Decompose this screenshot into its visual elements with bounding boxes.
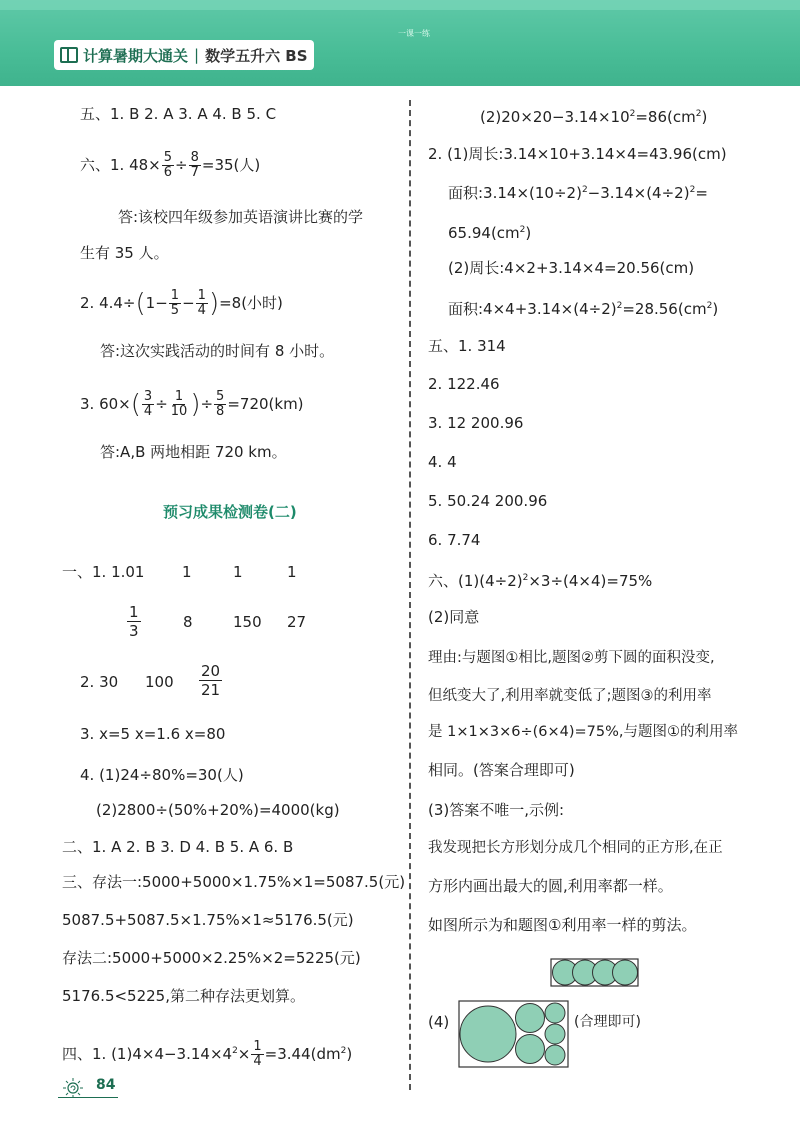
text: =35(人)	[201, 156, 261, 174]
answer-line: 相同。(答案合理即可)	[428, 761, 575, 779]
answer-line	[448, 296, 718, 319]
answer-note: (合理即可)	[574, 1014, 641, 1030]
superscript: 2	[232, 1046, 238, 1056]
answer-line: 存法二:5000+5000×2.25%×2=5225(元)	[62, 949, 361, 967]
answer-line: 三、存法一:5000+5000×1.75%×1=5087.5(元)	[62, 873, 406, 891]
text: =8(小时)	[219, 294, 283, 312]
circle-cutting-figure-large	[458, 1000, 570, 1068]
numerator: 1	[197, 288, 206, 303]
fraction	[127, 603, 141, 640]
answer-line: 生有 35 人。	[80, 244, 169, 262]
superscript: 2	[706, 301, 713, 311]
answer-value	[126, 603, 142, 640]
header-separator: |	[194, 46, 200, 64]
answer-line	[428, 568, 652, 591]
text: 六、(1)(4÷2)	[428, 572, 523, 590]
answer-line: 我发现把长方形划分成几个相同的正方形,在正	[428, 840, 723, 856]
text: ÷	[200, 395, 214, 413]
superscript: 2	[340, 1046, 347, 1056]
answer-line: 3. 12 200.96	[428, 414, 524, 432]
numerator: 1	[170, 288, 180, 303]
answer-line: 答:A,B 两地相距 720 km。	[100, 443, 287, 461]
text: 3. 60×	[80, 395, 131, 413]
page-number: 84	[96, 1077, 116, 1093]
column-divider	[409, 100, 411, 1090]
text: −	[182, 294, 195, 312]
text: )	[525, 224, 532, 242]
sun-swirl-icon	[62, 1077, 84, 1099]
answer-line: 2. 30	[80, 673, 119, 691]
text: 四、1. (1)4×4−3.14×4	[62, 1045, 233, 1063]
superscript: 2	[616, 301, 623, 311]
answer-line: 二、1. A 2. B 3. D 4. B 5. A 6. B	[62, 838, 294, 856]
header-strip	[0, 0, 800, 10]
footer-rule	[58, 1097, 118, 1098]
answer-line: 6. 7.74	[428, 531, 481, 549]
answer-value: 27	[287, 613, 307, 631]
superscript: 2	[519, 225, 526, 235]
text: −3.14×(4÷2)	[587, 184, 690, 202]
answer-line: 答:这次实践活动的时间有 8 小时。	[100, 342, 335, 360]
denominator: 4	[253, 1054, 262, 1069]
answer-line: 理由:与题图①相比,题图②剪下圆的面积没变,	[428, 650, 715, 666]
circle-shape	[545, 1024, 565, 1044]
answer-line: (3)答案不唯一,示例:	[428, 801, 565, 819]
text: ×	[237, 1045, 251, 1063]
answer-line: 5. 50.24 200.96	[428, 492, 548, 510]
superscript: 2	[695, 109, 702, 119]
fraction	[199, 662, 222, 699]
fraction	[169, 289, 181, 318]
superscript: 2	[522, 573, 529, 583]
answer-line: 如图所示为和题图①利用率一样的剪法。	[428, 916, 697, 934]
numerator: 5	[216, 389, 225, 404]
numerator: 8	[190, 150, 199, 165]
answer-line: 4. (1)24÷80%=30(人)	[80, 766, 244, 784]
book-icon	[60, 47, 78, 63]
header-title-box	[54, 40, 314, 70]
answer-line: (4)	[428, 1013, 450, 1031]
answer-value: 1	[182, 563, 192, 581]
answer-line: (2)周长:4×2+3.14×4=20.56(cm)	[448, 259, 695, 277]
text: =	[695, 184, 708, 202]
text: )	[346, 1045, 353, 1063]
text: =720(km)	[227, 395, 304, 413]
answer-value: 1	[287, 563, 297, 581]
circle-shape	[516, 1035, 545, 1064]
answer-value: 8	[183, 613, 193, 631]
text: 面积:3.14×(10÷2)	[448, 184, 582, 202]
numerator: 3	[143, 389, 153, 404]
text: (2)20×20−3.14×10	[480, 108, 630, 126]
answer-line	[62, 1040, 352, 1069]
answer-line: 2. 122.46	[428, 375, 500, 393]
answer-line: (2)2800÷(50%+20%)=4000(kg)	[96, 801, 340, 819]
numerator: 20	[201, 662, 221, 680]
denominator: 3	[129, 622, 139, 640]
answer-line: 答:该校四年级参加英语演讲比赛的学	[118, 208, 364, 226]
text: 2. 4.4÷	[80, 294, 136, 312]
answer-line: 4. 4	[428, 453, 457, 471]
header-title: 计算暑期大通关	[83, 46, 189, 65]
numerator: 5	[163, 150, 173, 165]
answer-value: 100	[145, 673, 174, 691]
answer-line	[80, 390, 304, 419]
answer-line	[448, 220, 531, 243]
superscript: 2	[629, 109, 636, 119]
answer-value: 150	[233, 613, 262, 631]
denominator: 21	[201, 681, 221, 699]
paren: )	[208, 288, 220, 319]
text: )	[701, 108, 708, 126]
denominator: 10	[170, 404, 188, 419]
denominator: 6	[163, 165, 173, 180]
fraction	[251, 1040, 263, 1069]
fraction	[162, 151, 174, 180]
answer-line: 2. (1)周长:3.14×10+3.14×4=43.96(cm)	[428, 145, 727, 163]
answer-line: 五、1. B 2. A 3. A 4. B 5. C	[80, 105, 277, 123]
circle-shape	[545, 1045, 565, 1065]
answer-line	[448, 180, 708, 203]
answer-line: (2)同意	[428, 608, 480, 626]
denominator: 8	[216, 404, 225, 419]
text: ×3÷(4×4)=75%	[528, 572, 653, 590]
fraction	[214, 390, 226, 419]
circle-shape	[545, 1003, 565, 1023]
numerator: 1	[129, 603, 139, 621]
circle-cutting-figure	[550, 958, 640, 988]
paren: (	[130, 389, 141, 420]
header-subtitle: 数学五升六 BS	[205, 46, 308, 65]
text: =28.56(cm	[622, 300, 707, 318]
circle-shape	[460, 1006, 516, 1062]
answer-value	[198, 662, 223, 699]
circle-shape	[613, 960, 638, 985]
circle-shape	[516, 1004, 545, 1033]
text: ÷	[155, 395, 168, 413]
page-header	[0, 0, 800, 86]
answer-line	[480, 104, 707, 127]
answer-line: 一、1. 1.01	[62, 563, 145, 581]
text: 1−	[145, 294, 168, 312]
answer-line: 5087.5+5087.5×1.75%×1≈5176.5(元)	[62, 911, 354, 929]
section-title: 预习成果检测卷(二)	[163, 503, 297, 521]
answer-line	[80, 289, 283, 318]
text: =86(cm	[635, 108, 696, 126]
denominator: 5	[170, 303, 180, 318]
superscript: 2	[581, 185, 588, 195]
text: )	[712, 300, 719, 318]
paren: (	[135, 288, 146, 319]
answer-line: 是 1×1×3×6÷(6×4)=75%,与题图①的利用率	[428, 724, 739, 740]
superscript: 2	[689, 185, 696, 195]
answer-line	[80, 151, 260, 180]
answer-line: 五、1. 314	[428, 337, 506, 355]
answer-line: 但纸变大了,利用率就变低了;题图③的利用率	[428, 688, 712, 704]
text: 65.94(cm	[448, 224, 520, 242]
answer-line: 5176.5<5225,第二种存法更划算。	[62, 987, 305, 1005]
text: 面积:4×4+3.14×(4÷2)	[448, 300, 617, 318]
text: ÷	[175, 156, 188, 174]
answer-value: 1	[233, 563, 243, 581]
answer-line: 3. x=5 x=1.6 x=80	[80, 725, 226, 743]
text: =3.44(dm	[264, 1045, 341, 1063]
answer-line: 方形内画出最大的圆,利用率都一样。	[428, 877, 673, 895]
fraction	[169, 390, 190, 419]
header-tiny-text: 一课一练	[398, 29, 430, 38]
fraction	[196, 289, 208, 318]
denominator: 4	[143, 404, 153, 419]
denominator: 7	[190, 165, 199, 180]
denominator: 4	[197, 303, 206, 318]
fraction	[142, 390, 154, 419]
paren: )	[190, 389, 201, 420]
text: 六、1. 48×	[80, 156, 161, 174]
numerator: 1	[253, 1039, 262, 1054]
numerator: 1	[174, 389, 184, 404]
fraction	[189, 151, 201, 180]
